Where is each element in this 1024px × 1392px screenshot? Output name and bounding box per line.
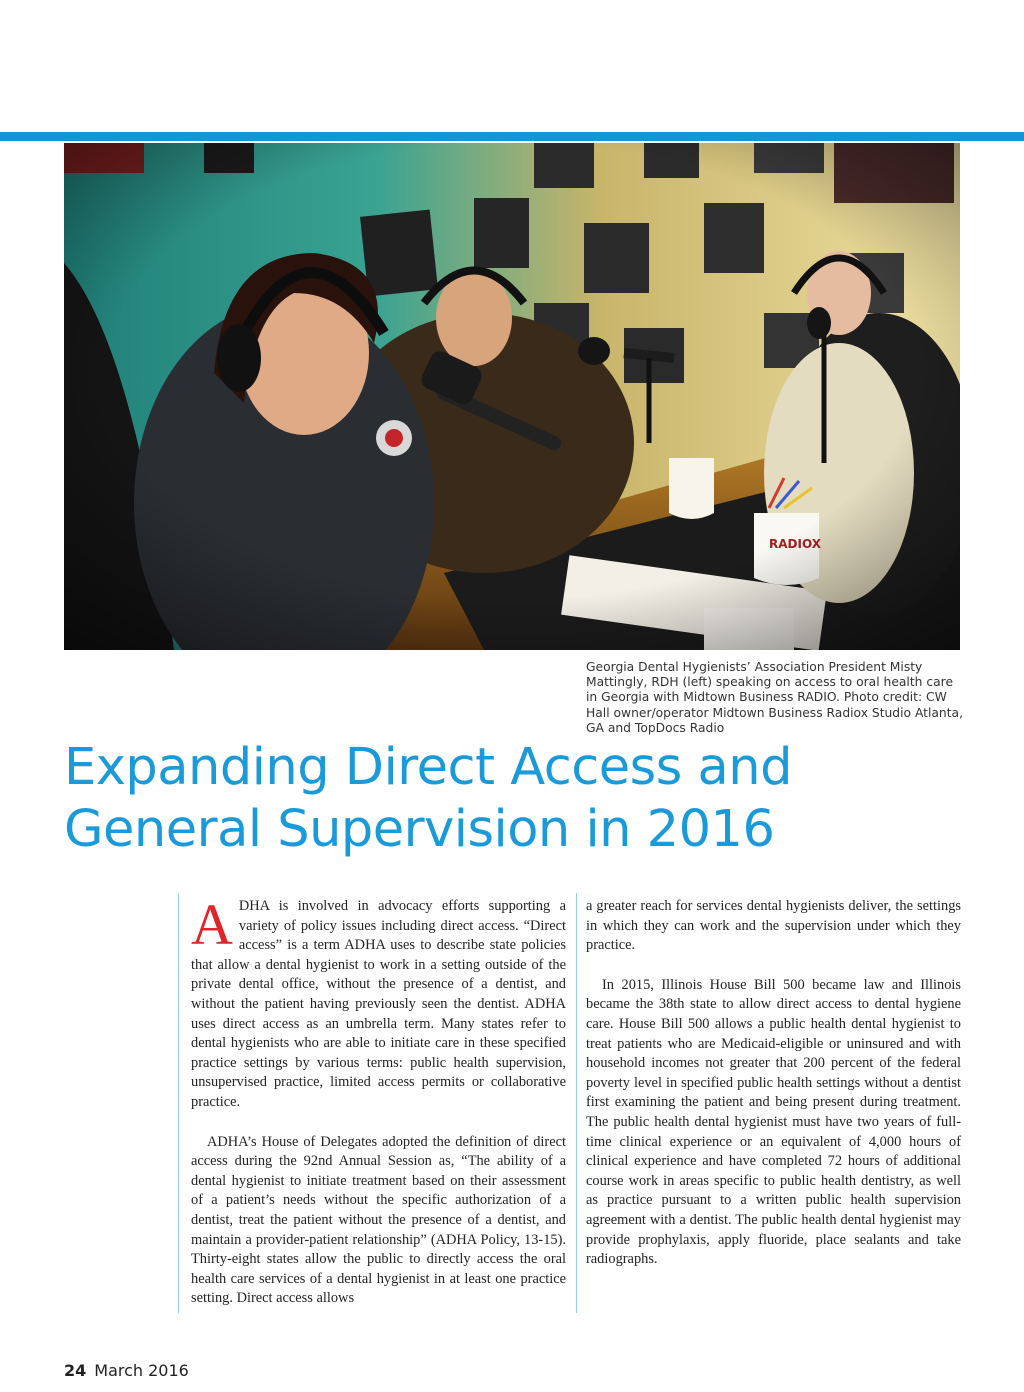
article-headline — [64, 737, 964, 861]
top-accent-rule — [0, 132, 1024, 141]
page-footer — [64, 1361, 189, 1380]
article-paragraph: a greater reach for services dental hygienists deliver, the settings in which they can work and the supervision under which they practice. — [586, 898, 961, 954]
article-paragraph: In 2015, Illinois House Bill 500 became law and Illinois became the 38th state to allow direct access to dental hygiene care. House Bill 500 allows a public health dental hygienist to treat patients who are Medicaid-eligible or uninsured and with household incomes not greater that 200 percent of the federal poverty level in specified public health settings without a dentist first examining the patient and being present during treatment. The public health dental hygienist must have two years of full-time clinical experience or an equivalent of 4,000 hours of clinical experience and have completed 72 hours of additional course work in areas specific to public health dentistry, as well as practice pursuant to a written public health supervision agreement with a dentist. The public health dental hygienist may provide prophylaxis, apply fluoride, place sealants and take radiographs. — [586, 976, 961, 1268]
page-number: 24 — [64, 1361, 87, 1380]
column-rule-left — [178, 893, 179, 1313]
article-paragraph: ADHA’s House of Delegates adopted the definition of direct access during the 92nd Annual Session as, “The ability of a dental hygienist to initiate treatment based on their assessment of a patient’s needs without the specific authorization of a dentist, treat the patient without the presence of a dentist, and maintain a provider-patient relationship” (ADHA Policy, 13-15). Thirty-eight states allow the public to directly access the oral health care services of a dental hygienist in at least one practice setting. Direct access allows — [191, 1133, 566, 1307]
column-rule-middle — [576, 893, 577, 1313]
drop-cap: A — [191, 892, 233, 957]
article-photo — [64, 143, 960, 650]
headline-line-2: General Supervision in 2016 — [64, 800, 775, 859]
article-column-2 — [586, 897, 961, 1270]
photo-caption: Georgia Dental Hygienists’ Association President Misty Mattingly, RDH (left) speaking on access to oral health care in Georgia with Midtown Business RADIO. Photo credit: CW Hall owner/operator Midtown Business Radiox Studio Atlanta, GA and TopDocs Radio — [586, 660, 963, 735]
headline-line-1: Expanding Direct Access and — [64, 738, 792, 797]
paragraph-text: DHA is involved in advocacy efforts supporting a variety of policy issues including direct access. “Direct access” is a term ADHA uses to describe state policies that allow a dental hygienist to work in a setting outside of the private dental office, without the presence of a dentist, and without the patient having previously seen the dentist. ADHA uses direct access as an umbrella term. Many states refer to dental hygienists who are able to initiate care in these specified practice settings by various terms: public health supervision, unsupervised practice, limited access permits or collaborative practice. — [191, 898, 566, 1110]
article-paragraph — [191, 892, 566, 1113]
article-column-1 — [191, 892, 566, 1309]
issue-date: March 2016 — [94, 1361, 189, 1380]
